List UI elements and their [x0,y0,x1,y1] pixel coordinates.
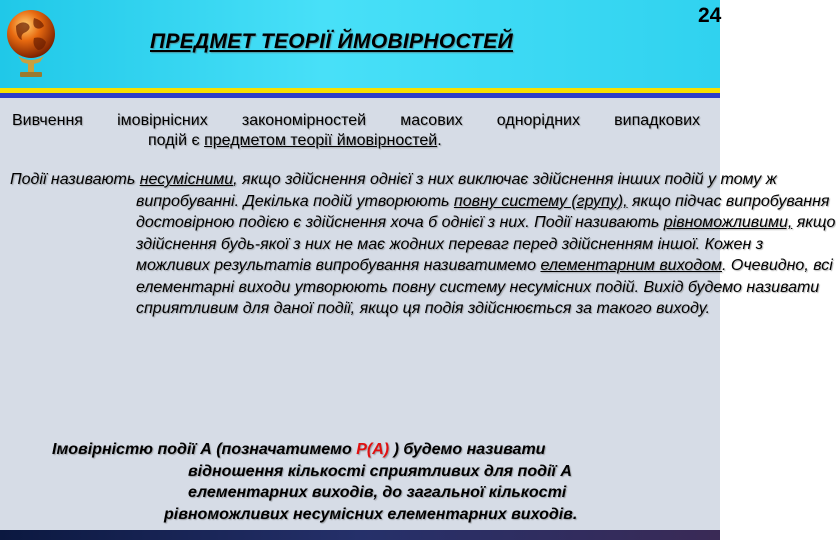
globe-cup-logo-icon [4,6,58,82]
intro-period: . [437,132,442,149]
intro-line-1: Вивчення імовірнісних закономірностей масових однорідних випадкових [12,112,700,129]
subject-term: предметом теорії ймовірностей [204,132,438,149]
def-text-5: . Очевидно, всі елементарні виходи утворюють повну систему несумісних подій. Вихід будемо називати сприятливим для даної події, якщо ця подія здійснюється за такого виходу. [136,257,833,317]
prob-text-b: ) будемо називати [389,441,546,458]
def-text-3: якщо підчас випробування достовірною подією є здійснення хоча б однієї з них. Події називають [136,192,830,231]
def-text-1: Події називають [10,171,140,188]
term-equiprobable: рівноможливими, [663,214,793,231]
bottom-decoration [0,530,720,540]
slide-number: 24 [698,4,722,27]
intro-line-2 [12,131,700,151]
term-incompatible: несумісними [139,171,234,188]
probability-definition [52,439,692,525]
intro-paragraph [12,111,700,151]
page-title: ПРЕДМЕТ ТЕОРІЇ ЙМОВІРНОСТЕЙ [150,30,513,53]
prob-line-1 [52,439,692,461]
intro-text: подій є [148,132,205,149]
def-text-2: , якщо здійснення однієї з них виключає здійснення інших подій у тому ж випробуванні. Декілька подій утворюють [136,171,777,210]
prob-notation: Р(А) [356,441,390,458]
definitions-paragraph [10,169,836,320]
header-bar [0,0,720,88]
def-text-4: якщо здійснення будь-якої з них не має жодних переваг перед здійсненням іншої. Кожен з можливих результатів випробування називатимемо [136,214,836,274]
term-complete-system: повну систему (групу), [453,192,628,210]
prob-line-2: відношення кількості сприятливих для події А [188,462,572,480]
term-elementary-outcome: елементарним виходом [540,257,722,274]
prob-text-a: Імовірністю події А (позначатимемо [52,441,357,458]
prob-line-4: рівноможливих несумісних елементарних виходів. [164,505,578,523]
prob-line-3: елементарних виходів, до загальної кількості [188,484,567,501]
